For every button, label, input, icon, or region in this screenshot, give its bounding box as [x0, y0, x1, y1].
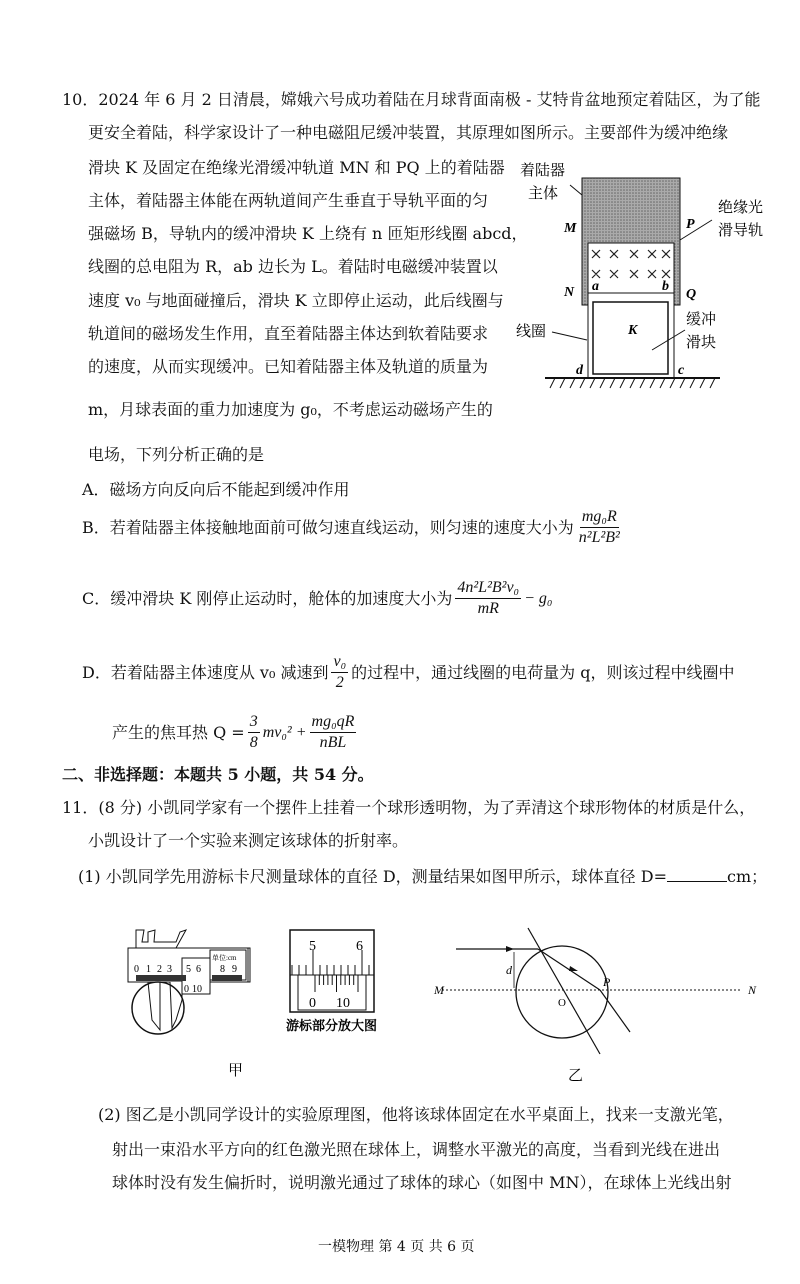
- option-c: [82, 578, 552, 619]
- section-heading: 二、非选择题：本题共 5 小题，共 54 分。: [62, 765, 374, 784]
- svg-text:3: 3: [167, 964, 172, 975]
- svg-text:8: 8: [220, 964, 225, 975]
- refraction-diagram: [420, 920, 780, 1090]
- label-K: K: [628, 323, 638, 338]
- svg-text:9: 9: [232, 964, 237, 975]
- fig-jia-caption: 甲: [228, 1061, 244, 1079]
- option-c-tail: − g₀: [524, 589, 553, 607]
- svg-text:5: 5: [309, 939, 316, 954]
- q11-part1: [78, 867, 767, 887]
- q11-line: 小凯设计了一个实验来测定该球体的折射率。: [88, 831, 409, 850]
- label-d: d: [576, 363, 583, 378]
- svg-text:1: 1: [146, 964, 151, 975]
- option-d-text-2: 的过程中，通过线圈的电荷量为 q，则该过程中线圈中: [351, 662, 735, 682]
- label-coil: 线圈: [516, 324, 547, 340]
- q10-line: 强磁场 B，导轨内的缓冲滑块 K 上绕有 n 匝矩形线圈 abcd，: [88, 224, 528, 243]
- q11-line: 11．(8 分) 小凯同学家有一个摆件上挂着一个球形透明物，为了弄清这个球形物体的材质是什么，: [62, 798, 756, 817]
- option-d-fraction-2: $\frac{\text{mg₀qR}}{\text{nBL}}$: [311, 713, 355, 751]
- q10-line: 电场，下列分析正确的是: [88, 445, 265, 464]
- label-c: c: [678, 363, 685, 378]
- option-d-line-2: [112, 712, 359, 753]
- caliper-diagram: [120, 920, 440, 1090]
- q10-line: 轨道间的磁场发生作用，直至着陆器主体达到软着陆要求: [88, 324, 489, 343]
- svg-text:0: 0: [184, 984, 189, 995]
- svg-text:0: 0: [309, 996, 316, 1011]
- q11-part2-line: (2) 图乙是小凯同学设计的实验原理图，他将该球体固定在水平桌面上，找来一支激光笔，: [98, 1105, 734, 1124]
- q10-line: 的速度，从而实现缓冲。已知着陆器主体及轨道的质量为: [88, 357, 489, 376]
- q10-line: 速度 v₀ 与地面碰撞后，滑块 K 立即停止运动，此后线圈与: [88, 291, 504, 310]
- svg-text:6: 6: [196, 964, 201, 975]
- label-rail: 绝缘光: [718, 200, 764, 216]
- label-M: M: [434, 983, 444, 997]
- option-b-text: B．若着陆器主体接触地面前可做匀速直线运动，则匀速的速度大小为: [82, 517, 574, 537]
- option-c-text: C．缓冲滑块 K 刚停止运动时，舱体的加速度大小为: [82, 588, 453, 608]
- svg-text:5: 5: [186, 964, 191, 975]
- label-b: b: [662, 279, 669, 294]
- svg-text:单位:cm: 单位:cm: [212, 954, 237, 962]
- svg-text:2: 2: [157, 964, 162, 975]
- q10-line: 10．2024 年 6 月 2 日清晨，嫦娥六号成功着陆在月球背面南极 - 艾特肯盆地预定着陆区，为了能: [62, 90, 761, 109]
- page-footer: 一模物理 第 4 页 共 6 页: [318, 1239, 475, 1255]
- answer-blank[interactable]: [667, 867, 727, 882]
- label-N: N: [564, 285, 575, 300]
- q10-line: 更安全着陆，科学家设计了一种电磁阻尼缓冲装置，其原理如图所示。主要部件为缓冲绝缘: [88, 123, 729, 142]
- label-Q: Q: [686, 287, 697, 302]
- q11-part1-text: (1) 小凯同学先用游标卡尺测量球体的直径 D，测量结果如图甲所示，球体直径 D=: [78, 867, 667, 886]
- label-P: P: [686, 217, 695, 232]
- label-lander: 着陆器: [520, 163, 566, 179]
- q11-part2-line: 球体时没有发生偏折时，说明激光通过了球体的球心（如图中 MN），在球体上光线出射: [112, 1173, 732, 1192]
- q10-line: 滑块 K 及固定在绝缘光滑缓冲轨道 MN 和 PQ 上的着陆器: [88, 158, 505, 177]
- q10-line: 线圈的总电阻为 R，ab 边长为 L。着陆时电磁缓冲装置以: [88, 257, 498, 276]
- label-lander-2: 主体: [528, 186, 559, 202]
- label-P: P: [603, 975, 611, 989]
- label-slider-2: 滑块: [686, 335, 717, 351]
- option-b-formula: $\frac{\text{mg₀R}}{\text{n²L²B²}}$: [578, 508, 620, 546]
- zoom-caption: 游标部分放大图: [286, 1019, 378, 1034]
- option-d-text-1: D．若着陆器主体速度从 v₀ 减速到: [82, 662, 329, 682]
- option-b: [82, 507, 625, 548]
- q11-part1-unit: cm；: [727, 867, 768, 886]
- sphere-cross-section: [516, 946, 608, 1038]
- label-O: O: [558, 997, 566, 1009]
- fig-yi-caption: 乙: [568, 1066, 584, 1084]
- option-c-formula: $\frac{\text{4n²L²B²v₀}}{mR}$: [457, 579, 520, 617]
- option-d: [82, 652, 734, 693]
- svg-text:10: 10: [192, 984, 202, 995]
- option-d-fraction: $\frac{\text{v₀}}{2}$: [333, 653, 347, 691]
- svg-text:10: 10: [336, 996, 350, 1011]
- option-d-mid: mv₀² +: [262, 723, 307, 741]
- lander-diagram: [500, 150, 790, 400]
- label-d: d: [506, 963, 512, 977]
- q10-line: m，月球表面的重力加速度为 g₀，不考虑运动磁场产生的: [88, 400, 493, 419]
- label-M: M: [564, 221, 577, 236]
- option-a: A．磁场方向反向后不能起到缓冲作用: [82, 480, 350, 499]
- q10-line: 主体，着陆器主体能在两轨道间产生垂直于导轨平面的匀: [88, 191, 489, 210]
- label-rail-2: 滑导轨: [718, 223, 764, 239]
- svg-text:0: 0: [134, 964, 139, 975]
- svg-text:6: 6: [356, 939, 363, 954]
- label-slider: 缓冲: [686, 312, 717, 328]
- option-d-fraction-1: $\frac{3}{8}$: [249, 713, 258, 751]
- option-d-heat-label: 产生的焦耳热 Q =: [112, 722, 245, 742]
- label-N: N: [748, 983, 757, 997]
- q11-part2-line: 射出一束沿水平方向的红色激光照在球体上，调整水平激光的高度，当看到光线在进出: [112, 1140, 721, 1159]
- label-a: a: [592, 279, 599, 294]
